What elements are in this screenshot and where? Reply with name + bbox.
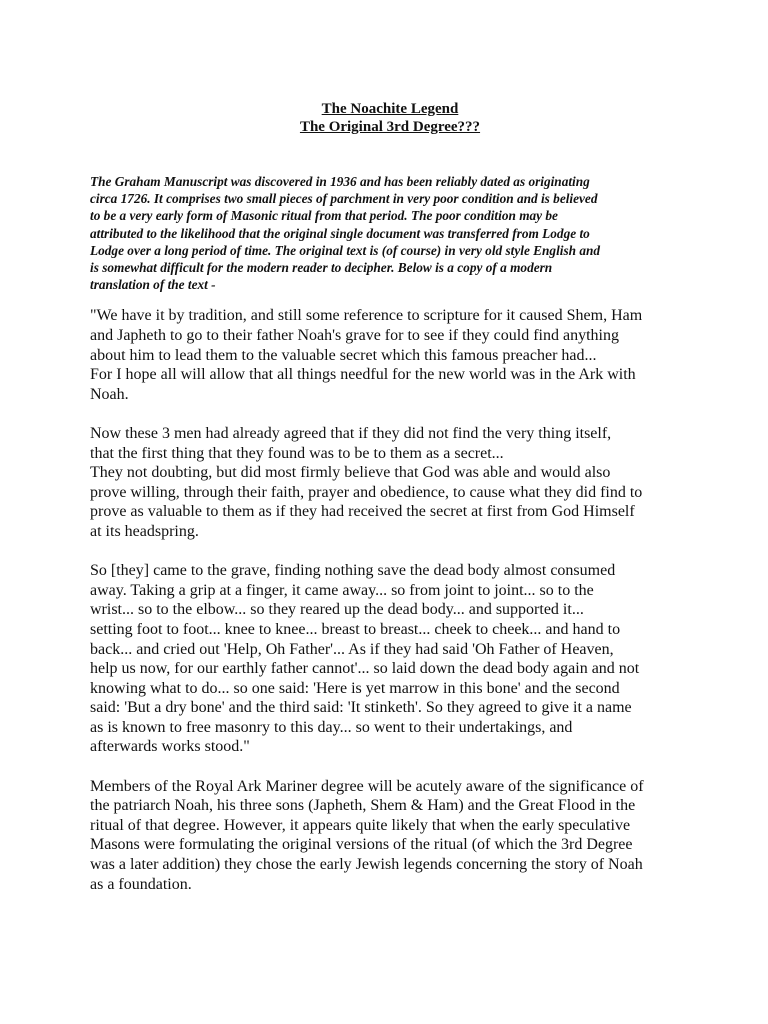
paragraph-line: afterwards works stood."	[90, 738, 250, 756]
paragraph-line: wrist... so to the elbow... so they reared up the dead body... and supported it...	[90, 601, 584, 619]
paragraph-line: Noah.	[90, 385, 129, 403]
paragraph-line: said: 'But a dry bone' and the third said: 'It stinketh'. So they agreed to give it a name	[90, 699, 632, 717]
intro-line: is somewhat difficult for the modern reader to decipher. Below is a copy of a modern	[90, 260, 553, 276]
paragraph-line: They not doubting, but did most firmly believe that God was able and would also	[90, 464, 611, 482]
paragraph-line: as a foundation.	[90, 875, 192, 893]
body-paragraph	[90, 777, 690, 895]
intro-line: circa 1726. It comprises two small pieces of parchment in very poor condition and is believed	[90, 191, 598, 207]
document-page	[90, 100, 690, 894]
paragraph-line: and Japheth to go to their father Noah's grave for to see if they could find anything	[90, 327, 619, 345]
paragraph-line: about him to lead them to the valuable secret which this famous preacher had...	[90, 346, 597, 364]
intro-line: Lodge over a long period of time. The original text is (of course) in very old style English and	[90, 242, 601, 258]
paragraph-line: at its headspring.	[90, 522, 199, 540]
paragraph-line: Masons were formulating the original versions of the ritual (of which the 3rd Degree	[90, 836, 633, 854]
paragraph-line: as is known to free masonry to this day... so went to their undertakings, and	[90, 718, 573, 736]
intro-line: translation of the text -	[90, 277, 216, 293]
paragraph-line: away. Taking a grip at a finger, it came away... so from joint to joint... so to the	[90, 581, 594, 599]
paragraph-line: For I hope all will allow that all things needful for the new world was in the Ark with	[90, 366, 636, 384]
paragraph-line: that the first thing that they found was to be to them as a secret...	[90, 444, 504, 462]
paragraph-line: Now these 3 men had already agreed that if they did not find the very thing itself,	[90, 424, 612, 442]
paragraph-line: setting foot to foot... knee to knee... breast to breast... cheek to cheek... and hand to	[90, 620, 621, 638]
paragraph-line: was a later addition) they chose the early Jewish legends concerning the story of Noah	[90, 856, 643, 874]
body-paragraph	[90, 424, 690, 542]
intro-line: attributed to the likelihood that the original single document was transferred from Lodge to	[90, 225, 590, 241]
paragraph-line: Members of the Royal Ark Mariner degree will be acutely aware of the significance of	[90, 777, 644, 795]
paragraph-line: ritual of that degree. However, it appears quite likely that when the early speculative	[90, 816, 631, 834]
intro-line: to be a very early form of Masonic ritual from that period. The poor condition may be	[90, 208, 558, 224]
intro-line: The Graham Manuscript was discovered in 1936 and has been reliably dated as originating	[90, 174, 590, 189]
body-paragraph	[90, 561, 690, 757]
paragraph-line: So [they] came to the grave, finding nothing save the dead body almost consumed	[90, 562, 616, 580]
paragraph-line: back... and cried out 'Help, Oh Father'... As if they had said 'Oh Father of Heaven,	[90, 640, 614, 658]
paragraph-line: knowing what to do... so one said: 'Here is yet marrow in this bone' and the second	[90, 679, 620, 697]
body-paragraph	[90, 306, 690, 404]
intro-paragraph	[90, 173, 690, 293]
document-subtitle: The Original 3rd Degree???	[299, 119, 481, 135]
paragraph-line: prove willing, through their faith, prayer and obedience, to cause what they did find to	[90, 483, 643, 501]
paragraph-line: prove as valuable to them as if they had received the secret at first from God Himself	[90, 503, 635, 521]
document-title: The Noachite Legend	[321, 101, 459, 117]
paragraph-line: help us now, for our earthly father cannot'... so laid down the dead body again and not	[90, 660, 640, 678]
paragraph-line: "We have it by tradition, and still some reference to scripture for it caused Shem, Ham	[90, 307, 643, 325]
paragraph-line: the patriarch Noah, his three sons (Japheth, Shem & Ham) and the Great Flood in the	[90, 797, 636, 815]
